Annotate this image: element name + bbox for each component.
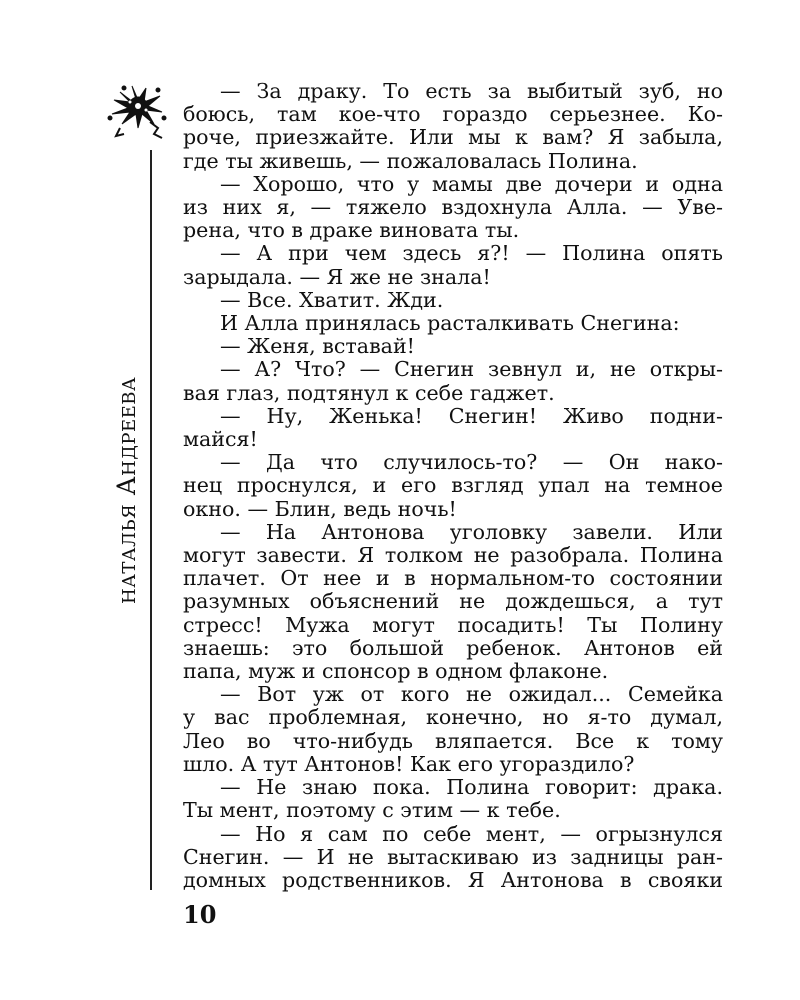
text-line: — Но я сам по себе мент, — огрызнулся <box>220 821 723 846</box>
text-line: — За драку. То есть за выбитый зуб, но <box>220 79 723 103</box>
text-line: папа, муж и спонсор в одном флаконе. <box>183 659 609 684</box>
text-line: И Алла принялась расталкивать Снегина: <box>220 311 680 336</box>
text-line: Ты мент, поэтому с этим — к тебе. <box>183 798 561 823</box>
text-line: вая глаз, подтянул к себе гаджет. <box>183 380 555 405</box>
text-line: шло. А тут Антонов! Как его угораздило? <box>183 751 635 776</box>
text-line: где ты живешь, — пожаловалась Полина. <box>183 148 638 173</box>
text-line: Снегин. — И не вытаскиваю из задницы ран- <box>183 844 723 869</box>
text-line: знаешь: это большой ребенок. Антонов ей <box>183 635 723 660</box>
text-line: — А? Что? — Снегин зевнул и, не откры- <box>220 357 723 382</box>
vertical-rule <box>150 150 152 890</box>
text-line: могут завести. Я толком не разобрала. Полина <box>183 543 723 568</box>
text-line: — Женя, вставай! <box>220 334 415 359</box>
text-line: — Да что случилось-то? — Он нако- <box>220 450 723 475</box>
page-number: 10 <box>183 900 217 929</box>
text-line: — Хорошо, что у мамы две дочери и одна <box>220 171 723 196</box>
text-line: плачет. От нее и в нормальном-то состоянии <box>183 566 723 591</box>
text-line: из них я, — тяжело вздохнула Алла. — Уве- <box>183 195 723 220</box>
text-line: домных родственников. Я Антонова в свояки <box>183 867 723 892</box>
text-line: — Вот уж от кого не ожидал... Семейка <box>220 682 723 707</box>
text-line: майся! <box>183 427 258 452</box>
text-line: нец проснулся, и его взгляд упал на темное <box>183 473 723 498</box>
text-line: боюсь, там кое-что гораздо серьезнее. Ко- <box>183 102 723 127</box>
text-line: разумных объяснений не дождешься, а тут <box>183 589 723 614</box>
text-line: у вас проблемная, конечно, но я-то думал, <box>183 705 723 730</box>
flower-ornament-icon <box>100 78 180 158</box>
text-line: — Все. Хватит. Жди. <box>220 287 444 312</box>
text-line: роче, приезжайте. Или мы к вам? Я забыла, <box>183 125 723 150</box>
text-line: стресс! Мужа могут посадить! Ты Полину <box>183 612 723 637</box>
body-text <box>183 80 723 892</box>
text-line: — На Антонова уголовку завели. Или <box>220 519 723 544</box>
text-line: зарыдала. — Я же не знала! <box>183 264 491 289</box>
text-line: — Не знаю пока. Полина говорит: драка. <box>220 775 723 800</box>
text-line: окно. — Блин, ведь ночь! <box>183 496 457 521</box>
text-line: рена, что в драке виновата ты. <box>183 218 520 243</box>
text-line: — Ну, Женька! Снегин! Живо подни- <box>220 403 723 428</box>
running-title-text: наталья Андреева <box>112 376 141 604</box>
text-line: Лео во что-нибудь вляпается. Все к тому <box>183 728 723 753</box>
text-line: — А при чем здесь я?! — Полина опять <box>220 241 723 266</box>
